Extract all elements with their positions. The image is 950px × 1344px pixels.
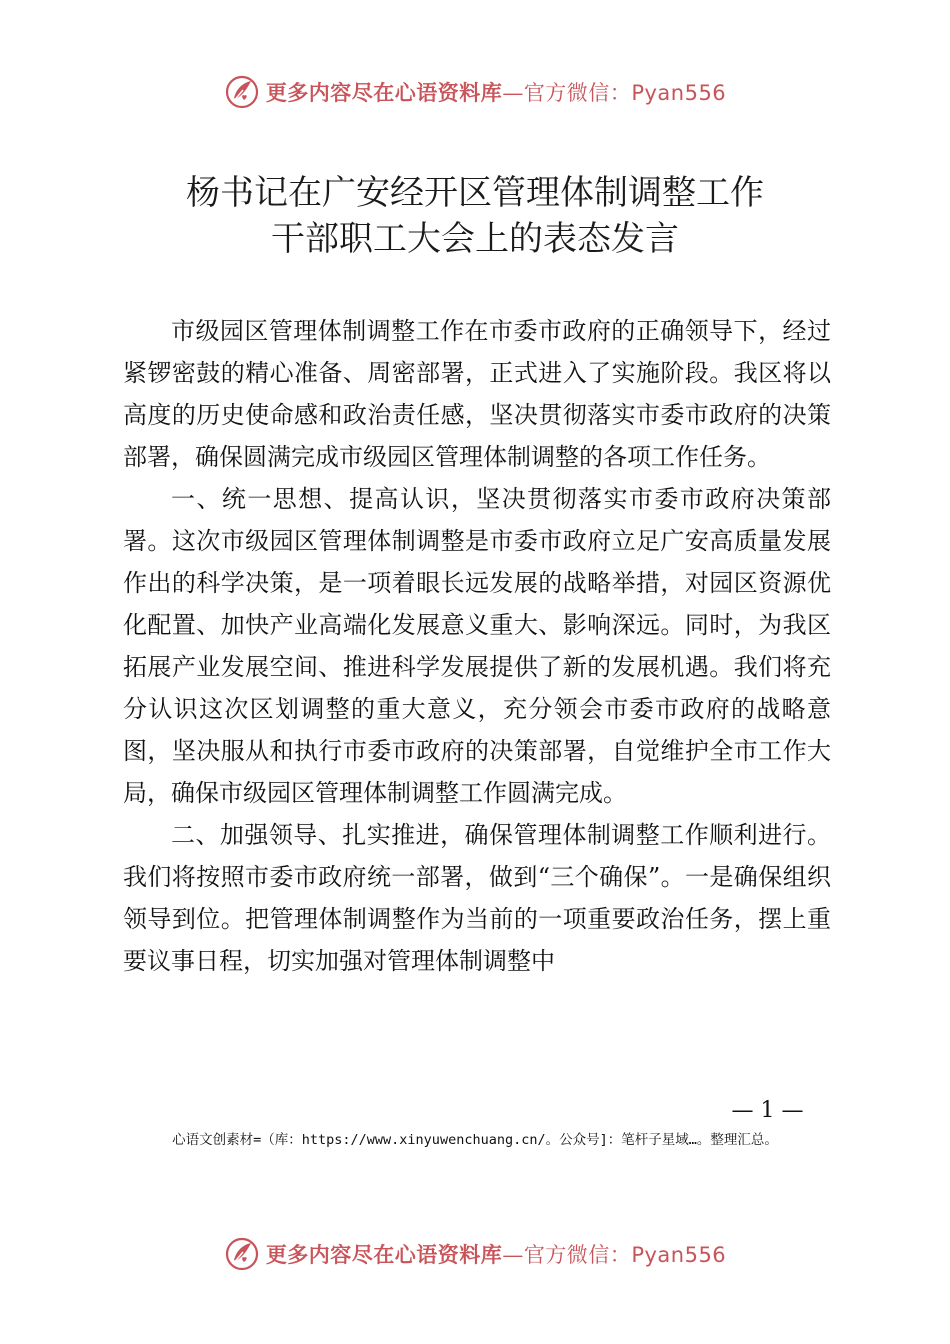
banner-dash: — — [502, 81, 524, 105]
document-title — [0, 170, 950, 262]
title-line-1: 杨书记在广安经开区管理体制调整工作 — [186, 173, 764, 213]
banner-contact: 官方微信： — [523, 1243, 632, 1267]
quill-heart-logo-icon — [224, 74, 260, 110]
banner-dash: — — [502, 1243, 524, 1267]
header-banner — [0, 70, 950, 114]
banner-text — [266, 77, 726, 107]
footer-banner — [0, 1232, 950, 1276]
banner-wechat-id: Pyan556 — [631, 81, 727, 105]
banner-highlight: 更多内容尽在心语资料库 — [265, 1242, 503, 1267]
title-line-2: 干部职工大会上的表态发言 — [271, 219, 679, 259]
quill-heart-logo-icon — [224, 1236, 260, 1272]
banner-text — [266, 1239, 726, 1269]
footer-source-note: 心语文创素材=（库：https://www.xinyuwenchuang.cn/。公众号]：笔杆子星域…。整理汇总。 — [172, 1132, 778, 1148]
page-number: — 1 — — [731, 1098, 804, 1123]
banner-wechat-id: Pyan556 — [631, 1243, 727, 1267]
body-paragraph-2: 一、统一思想、提高认识，坚决贯彻落实市委市政府决策部署。这次市级园区管理体制调整是市委市政府立足广安高质量发展作出的科学决策，是一项着眼长远发展的战略举措，对园区资源优化配置、加快产业高端化发展意义重大、影响深远。同时，为我区拓展产业发展空间、推进科学发展提供了新的发展机遇。我们将充分认识这次区划调整的重大意义，充分领会市委市政府的战略意图，坚决服从和执行市委市政府的决策部署，自觉维护全市工作大局，确保市级园区管理体制调整工作圆满完成。 — [123, 485, 831, 807]
document-body — [123, 310, 831, 982]
banner-contact: 官方微信： — [523, 81, 632, 105]
banner-highlight: 更多内容尽在心语资料库 — [265, 80, 503, 105]
body-paragraph-3: 二、加强领导、扎实推进，确保管理体制调整工作顺利进行。我们将按照市委市政府统一部署，做到“三个确保”。一是确保组织领导到位。把管理体制调整作为当前的一项重要政治任务，摆上重要议事日程，切实加强对管理体制调整中 — [123, 821, 831, 975]
body-paragraph-1: 市级园区管理体制调整工作在市委市政府的正确领导下，经过紧锣密鼓的精心准备、周密部署，正式进入了实施阶段。我区将以高度的历史使命感和政治责任感，坚决贯彻落实市委市政府的决策部署，确保圆满完成市级园区管理体制调整的各项工作任务。 — [123, 317, 831, 471]
